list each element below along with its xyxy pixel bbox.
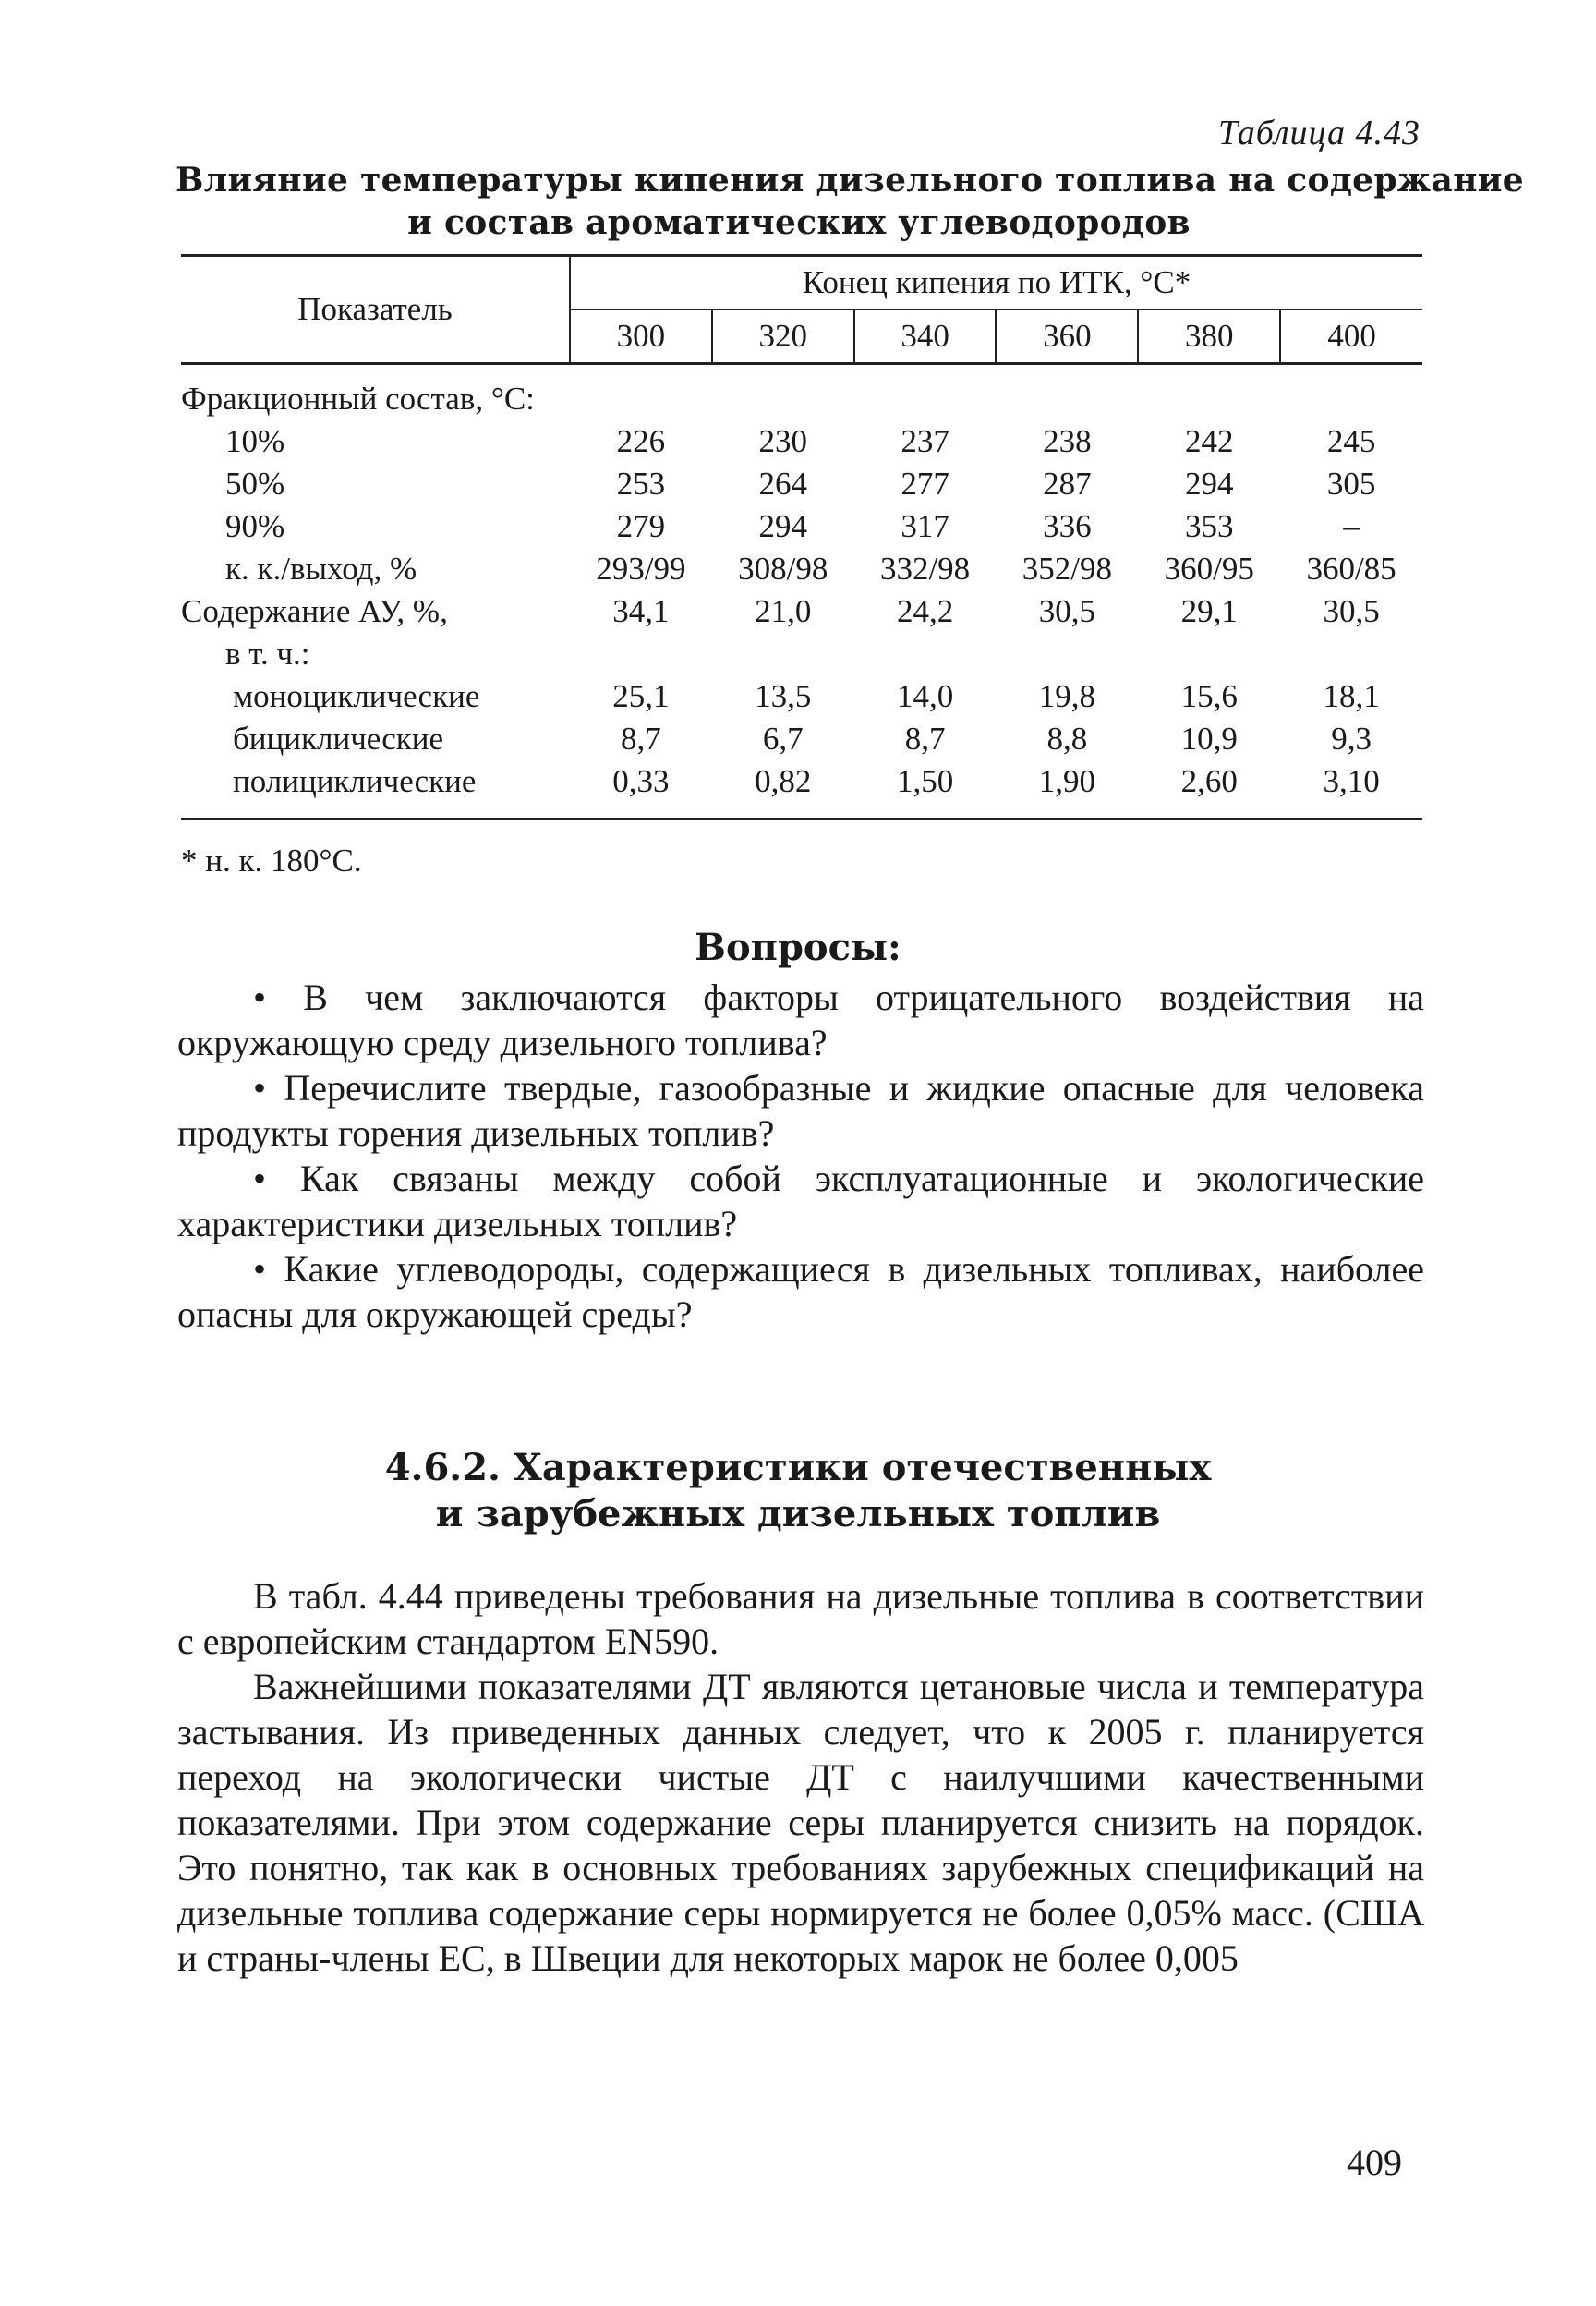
table-row: [181, 364, 1422, 421]
table-cell: 294: [1184, 466, 1234, 502]
table-cell: 30,5: [1323, 593, 1380, 629]
table-cell: 353: [1184, 508, 1234, 544]
column-header: 360: [996, 309, 1138, 364]
table-cell: 30,5: [1038, 593, 1096, 629]
table-cell: [854, 633, 997, 675]
table-cell: 317: [901, 508, 949, 544]
section-heading-line-2: и зарубежных дизельных топлив: [435, 1492, 1161, 1535]
table-row: [181, 760, 1422, 819]
column-header: 300: [570, 309, 712, 364]
section-heading-line-1: 4.6.2. Характеристики отечественных: [384, 1446, 1212, 1489]
section-body: [177, 1573, 1424, 1981]
table-cell: [996, 364, 1138, 421]
column-header: 340: [854, 309, 997, 364]
paragraph: В табл. 4.44 приведены требования на дизельные топлива в соответствии с европейским стандартом EN590.: [177, 1575, 1424, 1662]
table-cell: 230: [758, 423, 807, 459]
table-cell: 21,0: [755, 593, 812, 629]
table-cell: 279: [616, 508, 666, 544]
column-header: 380: [1138, 309, 1280, 364]
row-label: Содержание АУ, %,: [181, 593, 448, 629]
table-cell: 8,8: [1046, 721, 1088, 757]
table-cell: 9,3: [1331, 721, 1372, 757]
questions-heading: Вопросы:: [695, 926, 901, 969]
table-row: [181, 463, 1422, 505]
table-cell: 294: [758, 508, 807, 544]
table-cell: 24,2: [896, 593, 954, 629]
table-title-line-2: и состав ароматических углеводородов: [407, 203, 1191, 242]
row-label: 10%: [225, 423, 285, 459]
table-cell: 6,7: [762, 721, 804, 757]
row-label: к. к./выход, %: [225, 551, 417, 587]
table-cell: 34,1: [612, 593, 670, 629]
page-number: 409: [1347, 2142, 1402, 2183]
table-title-line-1: Влияние температуры кипения дизельного топлива на содержание: [175, 161, 1524, 200]
table-cell: 10,9: [1180, 721, 1238, 757]
row-label: полициклические: [181, 760, 570, 819]
table-row: [181, 590, 1422, 633]
question-item: • Какие углеводороды, содержащиеся в дизельных топливах, наиболее опасны для окружающей среды?: [177, 1248, 1424, 1335]
table-cell: 2,60: [1138, 760, 1280, 819]
row-label: 50%: [225, 466, 285, 502]
section-heading: [0, 1445, 1596, 1537]
table-cell: 8,7: [621, 721, 661, 757]
table-cell: 0,82: [712, 760, 854, 819]
table-cell: 1,90: [996, 760, 1138, 819]
row-label: бициклические: [233, 721, 444, 757]
paragraph: Важнейшими показателями ДТ являются цетановые числа и температура застывания. Из приведенных данных следует, что к 2005 г. планируется переход на экологически чистые ДТ с наилучшими качественными показателями. При этом содержание серы планируется снизить на порядок. Это понятно, так как в основных требованиях зарубежных спецификаций на дизельные топлива содержание серы нормируется не более 0,05% масс. (США и страны-члены ЕС, в Швеции для некоторых марок не более 0,005: [177, 1666, 1424, 1979]
table-cell: 253: [616, 466, 666, 502]
table-cell: 18,1: [1323, 678, 1380, 714]
table-cell: 360/85: [1306, 551, 1396, 587]
table-cell: [712, 633, 854, 675]
table-cell: 352/98: [1022, 551, 1113, 587]
table-cell: 308/98: [738, 551, 828, 587]
table-cell: 360/95: [1164, 551, 1254, 587]
table-cell: 8,7: [904, 721, 946, 757]
table-cell: 332/98: [879, 551, 971, 587]
table-cell: [854, 364, 997, 421]
table-cell: [1138, 633, 1280, 675]
table-cell: 237: [901, 423, 949, 459]
question-item: • Как связаны между собой эксплуатационные и экологические характеристики дизельных топлив?: [177, 1158, 1424, 1244]
table-title: [175, 159, 1524, 244]
table-cell: [712, 364, 854, 421]
table-cell: 242: [1184, 423, 1234, 459]
row-label: 90%: [225, 508, 285, 544]
table-cell: [1280, 364, 1422, 421]
row-label: Фракционный состав, °С:: [181, 381, 535, 417]
param-header: Показатель: [181, 256, 570, 364]
questions-list: [177, 975, 1424, 1337]
table-cell: 287: [1043, 466, 1092, 502]
table-cell: [1138, 364, 1280, 421]
table-cell: 336: [1043, 508, 1092, 544]
table-row: [181, 548, 1422, 590]
table-cell: 226: [616, 423, 666, 459]
column-header: 400: [1280, 309, 1422, 364]
table-cell: 245: [1326, 423, 1376, 459]
table-row: [181, 505, 1422, 548]
table-cell: 305: [1326, 466, 1376, 502]
table-number: Таблица 4.43: [1218, 114, 1421, 152]
table-cell: [570, 364, 712, 421]
table-cell: [1280, 633, 1422, 675]
data-table: [181, 254, 1422, 820]
table-cell: 238: [1043, 423, 1092, 459]
table-cell: 264: [758, 466, 807, 502]
row-label: моноциклические: [233, 678, 480, 714]
table-cell: 13,5: [755, 678, 812, 714]
question-item: • В чем заключаются факторы отрицательного воздействия на окружающую среду дизельного топлива?: [177, 977, 1424, 1063]
group-header: Конец кипения по ИТК, °С*: [570, 256, 1422, 310]
table-cell: 14,0: [896, 678, 954, 714]
table-cell: 293/99: [596, 551, 686, 587]
table-cell: [570, 633, 712, 675]
table-cell: 19,8: [1038, 678, 1096, 714]
table-row: [181, 718, 1422, 760]
table-footnote: * н. к. 180°С.: [181, 843, 362, 879]
table-cell: 3,10: [1280, 760, 1422, 819]
table-cell: 15,6: [1180, 678, 1238, 714]
table-cell: 25,1: [612, 678, 670, 714]
column-header: 320: [712, 309, 854, 364]
table-cell: 1,50: [854, 760, 997, 819]
table-cell: –: [1343, 508, 1360, 544]
table-cell: 0,33: [570, 760, 712, 819]
table-row: [181, 420, 1422, 463]
table-cell: [996, 633, 1138, 675]
table-row: [181, 675, 1422, 718]
table-row: [181, 633, 1422, 675]
row-label: в т. ч.:: [225, 636, 310, 672]
table-cell: 29,1: [1180, 593, 1238, 629]
question-item: • Перечислите твердые, газообразные и жидкие опасные для человека продукты горения дизельных топлив?: [177, 1067, 1424, 1154]
table-cell: 277: [901, 466, 949, 502]
